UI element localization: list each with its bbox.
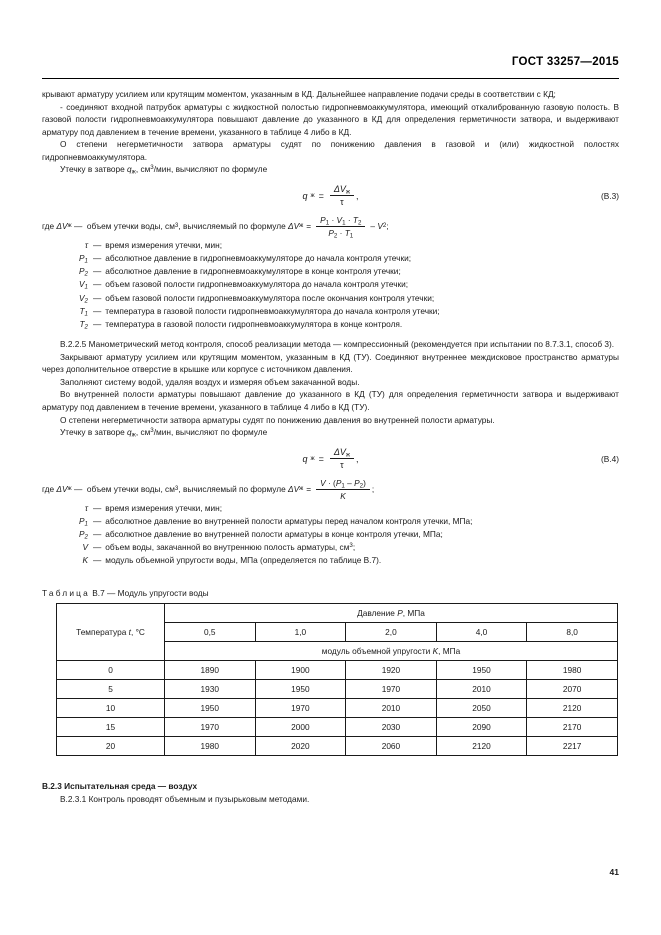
document-body bbox=[42, 88, 619, 805]
definition-dash: — bbox=[93, 239, 102, 250]
definition-symbol bbox=[42, 265, 93, 278]
definition-dash: — bbox=[93, 292, 102, 303]
formula-b4: q ж = $\frac{\Delta V_ж}{\tau}$ , (В.4) bbox=[302, 447, 619, 471]
den-k: K bbox=[340, 490, 346, 501]
den-t1: T bbox=[344, 227, 350, 238]
definition-dash: — bbox=[93, 253, 102, 264]
definition-text: модуль объемной упругости воды, МПа (определяется по таблице В.7). bbox=[105, 555, 382, 566]
where-lead-b3: где bbox=[42, 221, 55, 232]
row-value: 2090 bbox=[436, 717, 527, 736]
definition-text: объем газовой полости гидропневмоаккумулятора после окончания контроля утечки; bbox=[105, 292, 435, 303]
formula-b3: q ж = $\frac{\Delta V_ж}{\tau}$ , (В.3) bbox=[302, 184, 619, 208]
definition-text: время измерения утечки, мин; bbox=[105, 502, 223, 513]
num-p1-sub-b4: 1 bbox=[341, 481, 345, 489]
definition-text: абсолютное давление в гидропневмоаккумуляторе в конце контроля утечки; bbox=[105, 266, 401, 277]
num-v1-sub: 1 bbox=[342, 219, 346, 227]
formula-b4-fraction bbox=[330, 447, 354, 470]
where-text-after-b3: , вычисляемый по формуле bbox=[178, 221, 286, 232]
definition-dash: — bbox=[93, 305, 102, 316]
definition-list-b4 bbox=[42, 502, 619, 568]
row-value: 2020 bbox=[255, 736, 346, 755]
definition-text: объем воды, закачанной во внутреннюю полость арматуры, $см^3$; bbox=[105, 542, 356, 553]
definition-dash: — bbox=[93, 266, 102, 277]
table-row bbox=[57, 717, 618, 736]
pressure-header-unit: , МПа bbox=[402, 607, 425, 618]
definition-row bbox=[42, 305, 619, 318]
formula-b4-trailing-comma: , bbox=[356, 453, 359, 464]
row-value: 1970 bbox=[165, 717, 256, 736]
definition-symbol-subscript: 2 bbox=[84, 297, 88, 304]
row-value: 1900 bbox=[255, 660, 346, 679]
definition-symbol bbox=[42, 554, 93, 567]
definition-row bbox=[42, 541, 619, 554]
table-row bbox=[57, 736, 618, 755]
formula-b3-equals: = bbox=[318, 190, 324, 201]
num-p1: P bbox=[320, 214, 326, 225]
formula-b3-numerator-subscript: ж bbox=[345, 188, 351, 196]
definition-symbol bbox=[42, 541, 93, 554]
unit-cm-exponent: 3 bbox=[150, 164, 154, 172]
row-temperature: 20 bbox=[57, 736, 165, 755]
pressure-value-cell: 0,5 bbox=[165, 622, 256, 641]
definition-row bbox=[42, 239, 619, 252]
definition-text: время измерения утечки, мин; bbox=[105, 239, 223, 250]
num-p1-b4: P bbox=[335, 477, 342, 488]
where-symbol-b3: ΔV bbox=[56, 221, 68, 232]
definition-row bbox=[42, 502, 619, 515]
pressure-header-text: Давление bbox=[357, 607, 398, 618]
definition-symbol-subscript: 2 bbox=[84, 323, 88, 331]
temperature-header-text: Температура bbox=[76, 626, 129, 637]
den-p2: P bbox=[328, 227, 334, 238]
definition-row bbox=[42, 515, 619, 528]
formula-b3-lhs: q bbox=[302, 190, 308, 201]
definition-symbol-text: V bbox=[79, 292, 85, 303]
table-row bbox=[57, 698, 618, 717]
definition-symbol-subscript: 2 bbox=[84, 270, 88, 278]
formula-b4-equals: = bbox=[318, 453, 324, 464]
modulus-header-variable: K bbox=[432, 645, 439, 656]
page-number: 41 bbox=[609, 867, 619, 877]
definition-symbol bbox=[42, 239, 93, 252]
formula-b4-numerator-symbol: ΔV bbox=[333, 447, 346, 458]
definition-symbol-text: V bbox=[82, 542, 88, 553]
where-fraction-b3 bbox=[316, 215, 365, 238]
where-terminator-b3: ; bbox=[386, 221, 389, 232]
definition-symbol-text: P bbox=[79, 515, 85, 526]
formula-b4-number: (В.4) bbox=[601, 453, 619, 464]
page-header-standard-number: ГОСТ 33257—2015 bbox=[511, 56, 619, 68]
pressure-value-cell: 4,0 bbox=[436, 622, 527, 641]
where-fraction-denominator-b4 bbox=[336, 490, 350, 501]
paragraph-fill-system: Заполняют систему водой, удаляя воздух и измеряя объем закачанной воды. bbox=[60, 376, 360, 387]
definition-dash: — bbox=[93, 529, 102, 540]
definition-dash: — bbox=[93, 515, 102, 526]
row-value: 2000 bbox=[255, 717, 346, 736]
definition-row bbox=[42, 252, 619, 265]
row-value: 2010 bbox=[346, 698, 437, 717]
table-header-temperature bbox=[57, 603, 165, 660]
leak-intro-prefix-2: Утечку в затворе bbox=[60, 427, 125, 438]
definition-symbol-text: T bbox=[79, 305, 85, 316]
water-elasticity-modulus-table bbox=[56, 603, 618, 756]
formula-b3-number: (В.3) bbox=[601, 190, 619, 201]
where-eq-equals-b4: = bbox=[306, 484, 312, 495]
definition-text: абсолютное давление во внутренней полости арматуры в конце контроля утечки, МПа; bbox=[105, 529, 443, 540]
where-fraction-b4 bbox=[316, 478, 370, 501]
where-eq-lhs-b3: ΔV bbox=[288, 221, 300, 232]
leak-symbol-q-subscript-2: ж bbox=[131, 431, 136, 439]
where-fraction-denominator-b3: $P_2 \cdot T_1$ bbox=[328, 227, 354, 240]
paragraph-leak-formula-intro-2: Утечку в затворе $q_ж$, $см^3$/мин, вычисляют по формуле bbox=[60, 427, 268, 439]
definition-symbol-subscript: 2 bbox=[84, 533, 88, 541]
definition-text: температура в газовой полости гидропневмоаккумулятора до начала контроля утечки; bbox=[105, 305, 440, 316]
definition-symbol-text: τ bbox=[84, 502, 88, 513]
definition-text: абсолютное давление в гидропневмоаккумуляторе до начала контроля утечки; bbox=[105, 253, 412, 264]
definition-symbol-text: V bbox=[79, 279, 85, 290]
row-value: 2060 bbox=[346, 736, 437, 755]
pressure-value-cell: 2,0 bbox=[346, 622, 437, 641]
row-value: 2050 bbox=[436, 698, 527, 717]
row-value: 1980 bbox=[527, 660, 618, 679]
where-minus-v2-b3: V bbox=[377, 221, 383, 232]
row-temperature: 15 bbox=[57, 717, 165, 736]
row-value: 1890 bbox=[165, 660, 256, 679]
formula-b3-fraction bbox=[330, 184, 354, 207]
row-value: 2030 bbox=[346, 717, 437, 736]
where-clause-b3: где ΔV ж — объем утечки воды, см 3 , вычисляемый по формуле ΔV ж = $\frac{P_1 \cdot V_1 \cdot T_2}{P_2 \cdot T_1}$ – V 2 ; bbox=[42, 214, 389, 240]
leak-intro-suffix-2: /мин, вычисляют по формуле bbox=[153, 427, 268, 438]
row-value: 2070 bbox=[527, 679, 618, 698]
table-row bbox=[57, 679, 618, 698]
num-p2-sub-b4: 2 bbox=[359, 481, 364, 489]
definition-symbol bbox=[42, 252, 93, 265]
pressure-header-variable: P bbox=[397, 607, 403, 618]
definition-dash: — bbox=[93, 502, 102, 513]
table-header-modulus bbox=[165, 641, 618, 660]
definition-row bbox=[42, 528, 619, 541]
formula-b3-denominator: τ bbox=[340, 197, 344, 208]
paragraph-leak-formula-intro-1: Утечку в затворе $q_ж$, $см^3$/мин, вычисляют по формуле bbox=[60, 164, 268, 176]
table-caption-dash: — bbox=[107, 587, 116, 598]
paragraph-leak-degree-2: О степени негерметичности затвора арматуры судят по понижению давления во внутренней полости арматуры. bbox=[60, 414, 495, 425]
definition-symbol bbox=[42, 292, 93, 305]
unit-cm-2: см bbox=[140, 427, 151, 438]
where-fraction-numerator-b3: $P_1 \cdot V_1 \cdot T_2$ bbox=[316, 215, 365, 227]
definition-row bbox=[42, 318, 619, 331]
leak-intro-prefix: Утечку в затворе bbox=[60, 164, 125, 175]
formula-b3-trailing-comma: , bbox=[356, 190, 359, 201]
definition-dash: — bbox=[93, 555, 102, 566]
pressure-value-cell: 8,0 bbox=[527, 622, 618, 641]
formula-b4-numerator bbox=[330, 447, 354, 459]
definition-symbol-text: K bbox=[82, 555, 88, 566]
num-v: V bbox=[320, 477, 326, 488]
num-t2: T bbox=[352, 214, 358, 225]
row-value: 2010 bbox=[436, 679, 527, 698]
definition-dash: — bbox=[93, 279, 102, 290]
header-divider-rule bbox=[42, 78, 619, 79]
row-value: 1930 bbox=[165, 679, 256, 698]
table-row bbox=[57, 660, 618, 679]
where-symbol-b4: ΔV bbox=[56, 484, 68, 495]
definition-symbol bbox=[42, 515, 93, 528]
where-clause-b4: где ΔV ж — объем утечки воды, см 3 , вычисляемый по формуле ΔV ж = $\frac{V \cdot (P_1 - P_2)}{K}$ ; bbox=[42, 477, 375, 501]
modulus-header-text: модуль объемной упругости bbox=[321, 645, 433, 656]
where-dash-b4: — bbox=[73, 484, 83, 495]
definition-text: объем газовой полости гидропневмоаккумулятора до начала контроля утечки; bbox=[105, 279, 409, 290]
definition-row bbox=[42, 265, 619, 278]
definition-text: температура в газовой полости гидропневмоаккумулятора в конце контроля. bbox=[105, 319, 403, 330]
num-v1: V bbox=[336, 214, 343, 225]
paragraph-continuation: крывают арматуру усилием или крутящим моментом, указанным в КД. Дальнейшее направление подачи среды в соответствии с КД; bbox=[42, 89, 556, 99]
definition-unit-exponent: 3 bbox=[349, 542, 353, 550]
definition-symbol bbox=[42, 528, 93, 541]
definition-dash: — bbox=[93, 542, 102, 553]
where-fraction-numerator-b4: $V \cdot (P_1 - P_2)$ bbox=[316, 478, 370, 490]
definition-text: абсолютное давление во внутренней полости арматуры перед началом контроля утечки, МПа; bbox=[105, 515, 473, 526]
row-value: 1970 bbox=[346, 679, 437, 698]
temperature-header-variable: t bbox=[128, 626, 131, 637]
definition-symbol-text: P bbox=[79, 253, 85, 264]
row-value: 2170 bbox=[527, 717, 618, 736]
den-t1-sub: 1 bbox=[349, 232, 354, 240]
paragraph-leak-degree-1: О степени негерметичности затвора арматуры судят по понижению давления в газовой и (или) жидкостной полостях гидропневмоаккумулятора. bbox=[42, 139, 619, 162]
paragraph-bullet-connect: - соединяют входной патрубок арматуры с жидкостной полостью гидропневмоаккумулятора, имеющий откалиброванную газовую полость. В газовой полости гидропневмоаккумулятора повышают давление до указанного в КД для определения герметичности затвора, и выдерживают арматуру под давлением в течение времени, указанного в таблице 4 либо в КД. bbox=[42, 101, 619, 137]
row-value: 1920 bbox=[346, 660, 437, 679]
definition-dash: — bbox=[93, 319, 102, 330]
leak-symbol-q-2: q bbox=[127, 427, 132, 438]
definition-symbol bbox=[42, 502, 93, 515]
leak-symbol-q: q bbox=[127, 164, 132, 175]
table-caption bbox=[42, 588, 619, 598]
definition-row bbox=[42, 292, 619, 305]
row-value: 1950 bbox=[436, 660, 527, 679]
temperature-header-unit: , °C bbox=[130, 626, 145, 637]
formula-b4-denominator: τ bbox=[340, 460, 344, 471]
definition-symbol-subscript: 1 bbox=[84, 283, 88, 291]
row-value: 2217 bbox=[527, 736, 618, 755]
where-text-after-b4: , вычисляемый по формуле bbox=[178, 484, 286, 495]
row-value: 1950 bbox=[255, 679, 346, 698]
row-value: 2120 bbox=[527, 698, 618, 717]
table-caption-number: В.7 bbox=[92, 587, 105, 598]
where-eq-equals-b3: = bbox=[306, 221, 312, 232]
definition-symbol bbox=[42, 318, 93, 331]
formula-b3-numerator-symbol: ΔV bbox=[333, 184, 346, 195]
definition-symbol-text: P bbox=[79, 529, 85, 540]
num-t2-sub: 2 bbox=[357, 219, 362, 227]
where-dash-b3: — bbox=[73, 221, 83, 232]
table-caption-title: Модуль упругости воды bbox=[117, 587, 209, 598]
paragraph-close-valve: Закрывают арматуру усилием или крутящим моментом, указанным в КД (ТУ). Соединяют внутреннее междисковое пространство арматуры через дополнительное отверстие в крышке или корпусе с источником давления. bbox=[42, 351, 619, 375]
definition-symbol-text: T bbox=[79, 319, 85, 330]
paragraph-pressure-internal: Во внутренней полости арматуры повышают давление до указанного в КД (ТУ) для определения герметичности затвора и выдерживают арматуру под давлением в течение времени, указанного в таблице 4 либо в КД (ТУ). bbox=[42, 389, 619, 412]
definition-symbol bbox=[42, 305, 93, 318]
table-caption-label: Таблица bbox=[42, 587, 90, 598]
row-value: 2120 bbox=[436, 736, 527, 755]
definition-row bbox=[42, 554, 619, 567]
row-value: 1970 bbox=[255, 698, 346, 717]
table-header-pressure bbox=[165, 603, 618, 622]
num-p2-b4: P bbox=[354, 477, 360, 488]
formula-b3-numerator bbox=[330, 184, 354, 196]
leak-intro-suffix: /мин, вычисляют по формуле bbox=[153, 164, 268, 175]
unit-cm-exponent-2: 3 bbox=[150, 427, 154, 435]
where-eq-lhs-b4: ΔV bbox=[288, 484, 300, 495]
section-heading-b23: В.2.3 Испытательная среда — воздух bbox=[42, 780, 198, 791]
num-p1-sub: 1 bbox=[325, 219, 330, 227]
where-minus-b3: – bbox=[370, 221, 376, 232]
row-value: 1980 bbox=[165, 736, 256, 755]
where-text-before-b3: объем утечки воды, см bbox=[86, 221, 175, 232]
formula-b4-lhs: q bbox=[302, 453, 308, 464]
definition-symbol bbox=[42, 278, 93, 291]
row-temperature: 0 bbox=[57, 660, 165, 679]
row-value: 1950 bbox=[165, 698, 256, 717]
definition-symbol-text: τ bbox=[84, 239, 88, 250]
row-temperature: 5 bbox=[57, 679, 165, 698]
formula-b4-numerator-subscript: ж bbox=[345, 451, 351, 459]
unit-cm: см bbox=[140, 164, 151, 175]
paragraph-b225: В.2.2.5 Манометрический метод контроля, способ реализации метода — компрессионный (рекомендуется при испытании по 8.7.3.1, способ 3). bbox=[60, 339, 615, 350]
definition-symbol-text: P bbox=[79, 266, 85, 277]
where-text-before-b4: объем утечки воды, см bbox=[86, 484, 175, 495]
definition-row bbox=[42, 278, 619, 291]
definition-symbol-subscript: 1 bbox=[84, 257, 88, 265]
paragraph-b231: В.2.3.1 Контроль проводят объемным и пузырьковым методами. bbox=[60, 793, 310, 804]
pressure-value-cell: 1,0 bbox=[255, 622, 346, 641]
definition-list-b3 bbox=[42, 239, 619, 331]
row-temperature: 10 bbox=[57, 698, 165, 717]
table-header-row-pressure bbox=[57, 603, 618, 622]
leak-symbol-q-subscript: ж bbox=[131, 168, 136, 176]
definition-symbol-subscript: 1 bbox=[84, 310, 88, 318]
den-p2-sub: 2 bbox=[333, 232, 338, 240]
where-lead-b4: где bbox=[42, 484, 55, 495]
definition-symbol-subscript: 1 bbox=[84, 520, 88, 528]
where-terminator-b4: ; bbox=[371, 484, 375, 495]
modulus-header-unit: , МПа bbox=[438, 645, 461, 656]
